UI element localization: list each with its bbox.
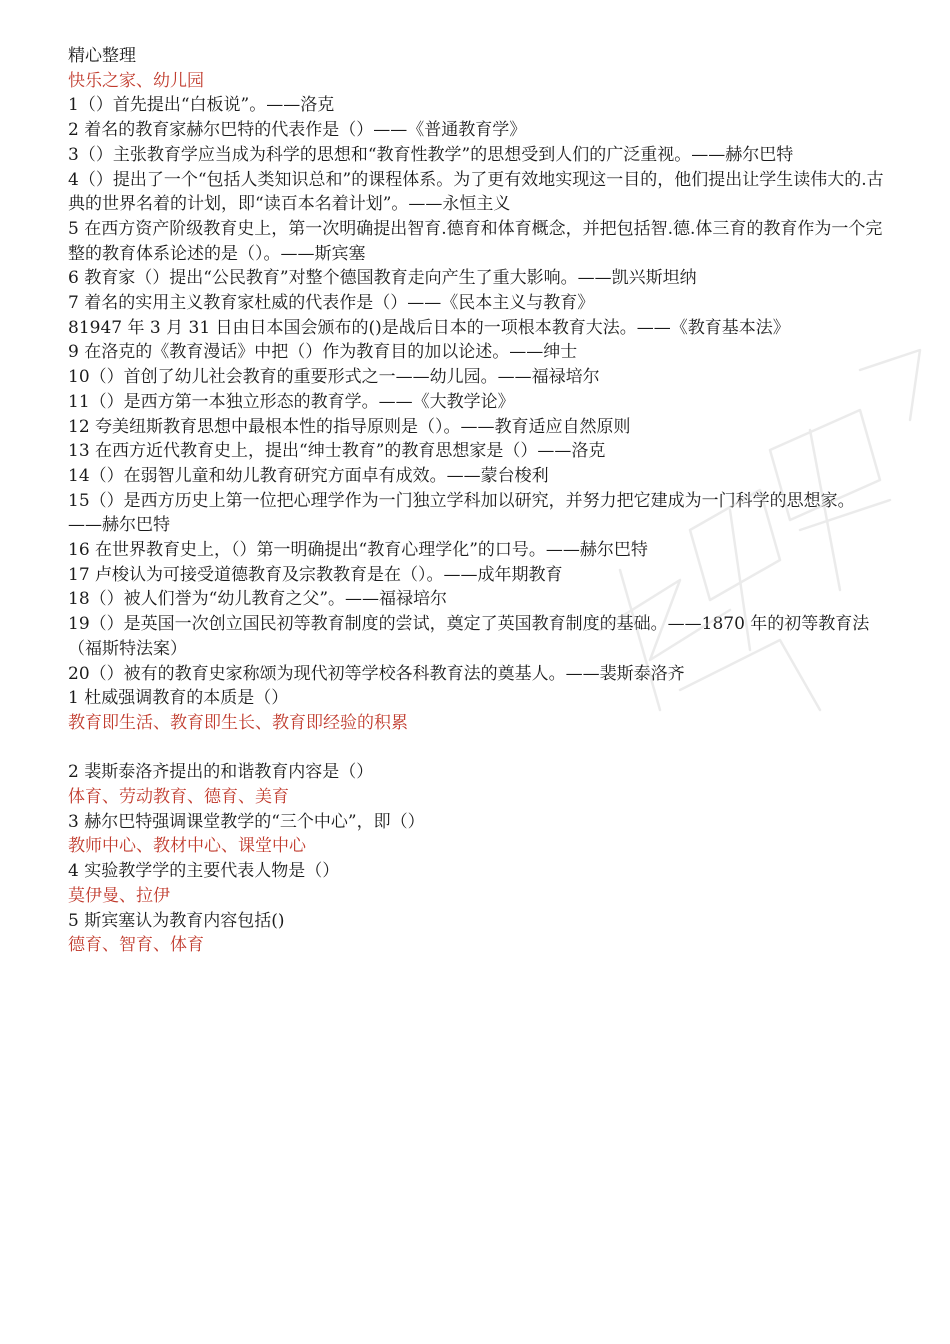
qa-answer: 教师中心、教材中心、课堂中心 bbox=[68, 836, 306, 857]
blank-line bbox=[68, 736, 888, 761]
qa-question: 3 赫尔巴特强调课堂教学的“三个中心”，即（） bbox=[68, 811, 425, 832]
question-item: 10（）首创了幼儿社会教育的重要形式之一——幼儿园。——福禄培尔 bbox=[68, 367, 600, 388]
question-item: 11（）是西方第一本独立形态的教育学。——《大教学论》 bbox=[68, 391, 515, 412]
qa-question: 5 斯宾塞认为教育内容包括() bbox=[68, 910, 285, 931]
question-item: 2 着名的教育家赫尔巴特的代表作是（）——《普通教育学》 bbox=[68, 120, 527, 141]
question-item: 1（）首先提出“白板说”。——洛克 bbox=[68, 95, 335, 116]
question-item: 16 在世界教育史上，（）第一明确提出“教育心理学化”的口号。——赫尔巴特 bbox=[68, 540, 648, 561]
question-item: 81947 年 3 月 31 日由日本国会颁布的()是战后日本的一项根本教育大法。——《教育基本法》 bbox=[68, 317, 790, 338]
qa-question: 1 杜威强调教育的本质是（） bbox=[68, 688, 289, 709]
qa-answer: 莫伊曼、拉伊 bbox=[68, 885, 170, 906]
fill-questions-list bbox=[68, 93, 888, 686]
question-item: 14（）在弱智儿童和幼儿教育研究方面卓有成效。——蒙台梭利 bbox=[68, 465, 549, 486]
question-item: 12 夸美纽斯教育思想中最根本性的指导原则是（）。——教育适应自然原则 bbox=[68, 416, 631, 437]
question-item: 6 教育家（）提出“公民教育”对整个德国教育走向产生了重大影响。——凯兴斯坦纳 bbox=[68, 268, 697, 289]
qa-answer: 体育、劳动教育、德育、美育 bbox=[68, 787, 289, 808]
page-header: 精心整理 bbox=[68, 46, 136, 66]
page-subheader: 快乐之家、幼儿园 bbox=[68, 70, 204, 91]
question-item: 3（）主张教育学应当成为科学的思想和“教育性教学”的思想受到人们的广泛重视。——赫尔巴特 bbox=[68, 144, 794, 165]
question-item: 7 着名的实用主义教育家杜威的代表作是（）——《民本主义与教育》 bbox=[68, 293, 595, 314]
question-item: 17 卢梭认为可接受道德教育及宗教教育是在（）。——成年期教育 bbox=[68, 564, 563, 585]
question-item: 13 在西方近代教育史上，提出“绅士教育”的教育思想家是（）——洛克 bbox=[68, 441, 606, 462]
qa-answer: 德育、智育、体育 bbox=[68, 935, 204, 956]
qa-question: 2 裴斯泰洛齐提出的和谐教育内容是（） bbox=[68, 762, 374, 783]
question-item: 9 在洛克的《教育漫话》中把（）作为教育目的加以论述。——绅士 bbox=[68, 342, 578, 363]
question-item: 4（）提出了一个“包括人类知识总和”的课程体系。为了更有效地实现这一目的，他们提出让学生读伟大的.古典的世界名着的计划，即“读百本名着计划”。——永恒主义 bbox=[68, 169, 884, 215]
qa-question: 4 实验教学学的主要代表人物是（） bbox=[68, 861, 340, 882]
question-item: 18（）被人们誉为“幼儿教育之父”。——福禄培尔 bbox=[68, 589, 448, 610]
question-item: 20（）被有的教育史家称颂为现代初等学校各科教育法的奠基人。——裴斯泰洛齐 bbox=[68, 663, 685, 684]
question-item: 15（）是西方历史上第一位把心理学作为一门独立学科加以研究，并努力把它建成为一门科学的思想家。——赫尔巴特 bbox=[68, 490, 855, 536]
question-item: 19（）是英国一次创立国民初等教育制度的尝试，奠定了英国教育制度的基础。——1870 年的初等教育法（福斯特法案） bbox=[68, 614, 870, 659]
qa-answer: 教育即生活、教育即生长、教育即经验的积累 bbox=[68, 712, 408, 733]
qa-list bbox=[68, 686, 888, 958]
question-item: 5 在西方资产阶级教育史上，第一次明确提出智育.德育和体育概念，并把包括智.德.体三育的教育作为一个完整的教育体系论述的是（）。——斯宾塞 bbox=[68, 218, 883, 264]
document-page bbox=[68, 44, 888, 958]
